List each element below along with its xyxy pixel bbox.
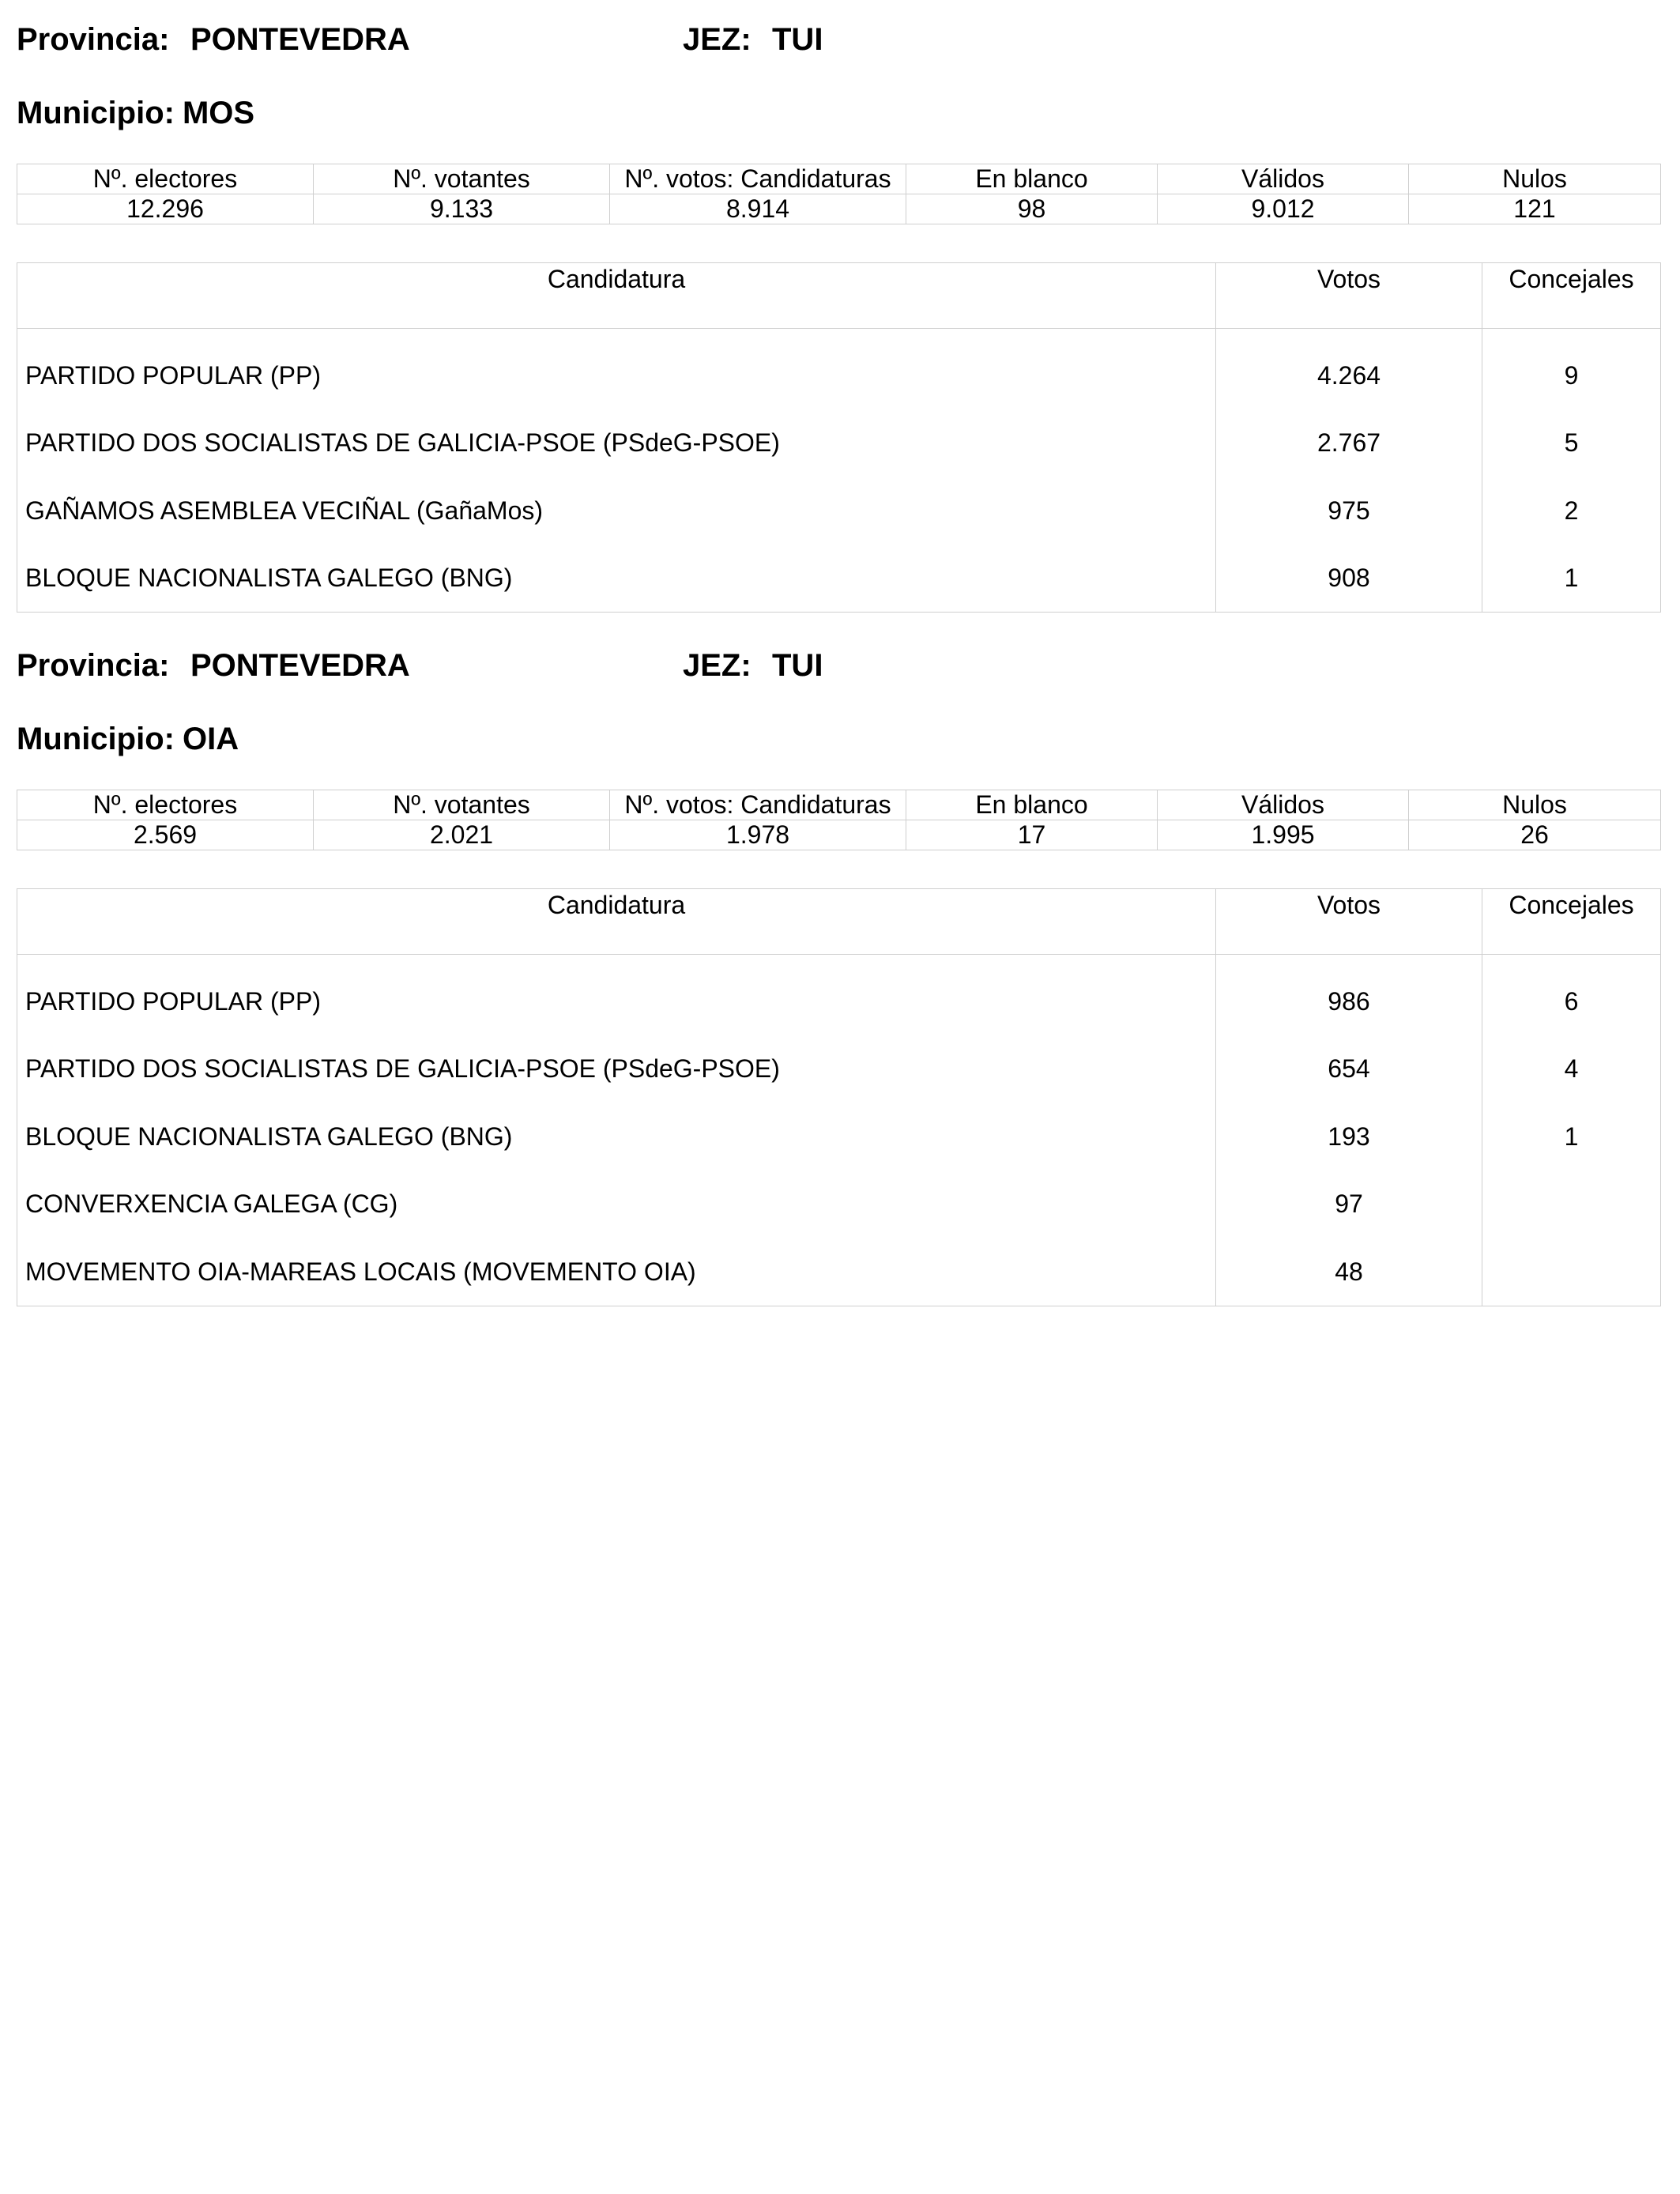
municipio-header [17,715,1660,763]
jez-label: JEZ: [683,22,751,57]
stats-header-validos: Válidos [1158,790,1409,820]
jez-value: TUI [772,22,823,57]
candidatura-name: PARTIDO DOS SOCIALISTAS DE GALICIA-PSOE (PSdeG-PSOE) [17,1035,1216,1103]
municipio-label: Municipio: [17,722,175,756]
provincia-value: PONTEVEDRA [190,648,410,683]
municipio-value: MOS [182,96,255,130]
candidatura-concejales: 6 [1482,955,1661,1035]
stats-header-electores: Nº. electores [17,790,314,820]
candidatura-concejales: 4 [1482,1035,1661,1103]
candidatura-name: MOVEMENTO OIA-MAREAS LOCAIS (MOVEMENTO OIA) [17,1238,1216,1306]
candidatura-votos: 193 [1216,1103,1482,1171]
candidatura-concejales [1482,1171,1661,1238]
province-header [17,642,1660,689]
table-row [17,477,1661,545]
candidatura-concejales: 1 [1482,545,1661,613]
provincia-value: PONTEVEDRA [190,22,410,57]
candidatura-name: PARTIDO POPULAR (PP) [17,955,1216,1035]
province-header [17,16,1660,63]
candidatura-name: BLOQUE NACIONALISTA GALEGO (BNG) [17,545,1216,613]
candidatura-name: BLOQUE NACIONALISTA GALEGO (BNG) [17,1103,1216,1171]
results-header-concejales: Concejales [1482,889,1661,955]
candidatura-votos: 654 [1216,1035,1482,1103]
provincia-label: Provincia: [17,648,170,683]
stats-header-votantes: Nº. votantes [314,164,610,194]
stats-table [17,790,1661,850]
stats-value-votos-candidaturas: 1.978 [610,820,906,850]
candidatura-votos: 908 [1216,545,1482,613]
municipio-header [17,89,1660,137]
candidatura-votos: 2.767 [1216,409,1482,477]
candidatura-name: GAÑAMOS ASEMBLEA VECIÑAL (GañaMos) [17,477,1216,545]
stats-header-en-blanco: En blanco [906,790,1158,820]
stats-value-electores: 2.569 [17,820,314,850]
jez-value: TUI [772,648,823,683]
jez-label: JEZ: [683,648,751,683]
stats-header-votos-candidaturas: Nº. votos: Candidaturas [610,164,906,194]
stats-header-row [17,164,1661,194]
stats-value-en-blanco: 98 [906,194,1158,224]
table-row [17,545,1661,613]
results-header-votos: Votos [1216,889,1482,955]
results-header-row [17,263,1661,329]
stats-value-validos: 1.995 [1158,820,1409,850]
candidatura-votos: 48 [1216,1238,1482,1306]
table-row [17,329,1661,409]
candidatura-concejales: 1 [1482,1103,1661,1171]
stats-table [17,164,1661,224]
candidatura-votos: 975 [1216,477,1482,545]
candidatura-votos: 986 [1216,955,1482,1035]
stats-value-row [17,820,1661,850]
stats-header-row [17,790,1661,820]
candidatura-concejales: 2 [1482,477,1661,545]
candidatura-concejales [1482,1238,1661,1306]
results-table [17,888,1661,1306]
candidatura-votos: 4.264 [1216,329,1482,409]
stats-value-nulos: 26 [1409,820,1661,850]
results-header-candidatura: Candidatura [17,889,1216,955]
table-row [17,409,1661,477]
stats-value-votos-candidaturas: 8.914 [610,194,906,224]
candidatura-name: CONVERXENCIA GALEGA (CG) [17,1171,1216,1238]
stats-header-nulos: Nulos [1409,164,1661,194]
stats-header-en-blanco: En blanco [906,164,1158,194]
stats-value-nulos: 121 [1409,194,1661,224]
results-header-candidatura: Candidatura [17,263,1216,329]
stats-value-row [17,194,1661,224]
stats-header-nulos: Nulos [1409,790,1661,820]
candidatura-concejales: 9 [1482,329,1661,409]
results-header-concejales: Concejales [1482,263,1661,329]
stats-value-votantes: 2.021 [314,820,610,850]
table-row [17,1103,1661,1171]
municipio-section-mos [17,16,1660,613]
stats-header-electores: Nº. electores [17,164,314,194]
provincia-label: Provincia: [17,22,170,57]
stats-value-validos: 9.012 [1158,194,1409,224]
candidatura-name: PARTIDO POPULAR (PP) [17,329,1216,409]
municipio-section-oia [17,642,1660,1306]
candidatura-votos: 97 [1216,1171,1482,1238]
candidatura-concejales: 5 [1482,409,1661,477]
stats-value-en-blanco: 17 [906,820,1158,850]
stats-header-votantes: Nº. votantes [314,790,610,820]
table-row [17,1171,1661,1238]
results-header-votos: Votos [1216,263,1482,329]
stats-value-electores: 12.296 [17,194,314,224]
table-row [17,1035,1661,1103]
stats-header-votos-candidaturas: Nº. votos: Candidaturas [610,790,906,820]
municipio-label: Municipio: [17,96,175,130]
municipio-value: OIA [182,722,239,756]
candidatura-name: PARTIDO DOS SOCIALISTAS DE GALICIA-PSOE (PSdeG-PSOE) [17,409,1216,477]
table-row [17,1238,1661,1306]
stats-header-validos: Válidos [1158,164,1409,194]
results-header-row [17,889,1661,955]
results-table [17,262,1661,613]
stats-value-votantes: 9.133 [314,194,610,224]
table-row [17,955,1661,1035]
